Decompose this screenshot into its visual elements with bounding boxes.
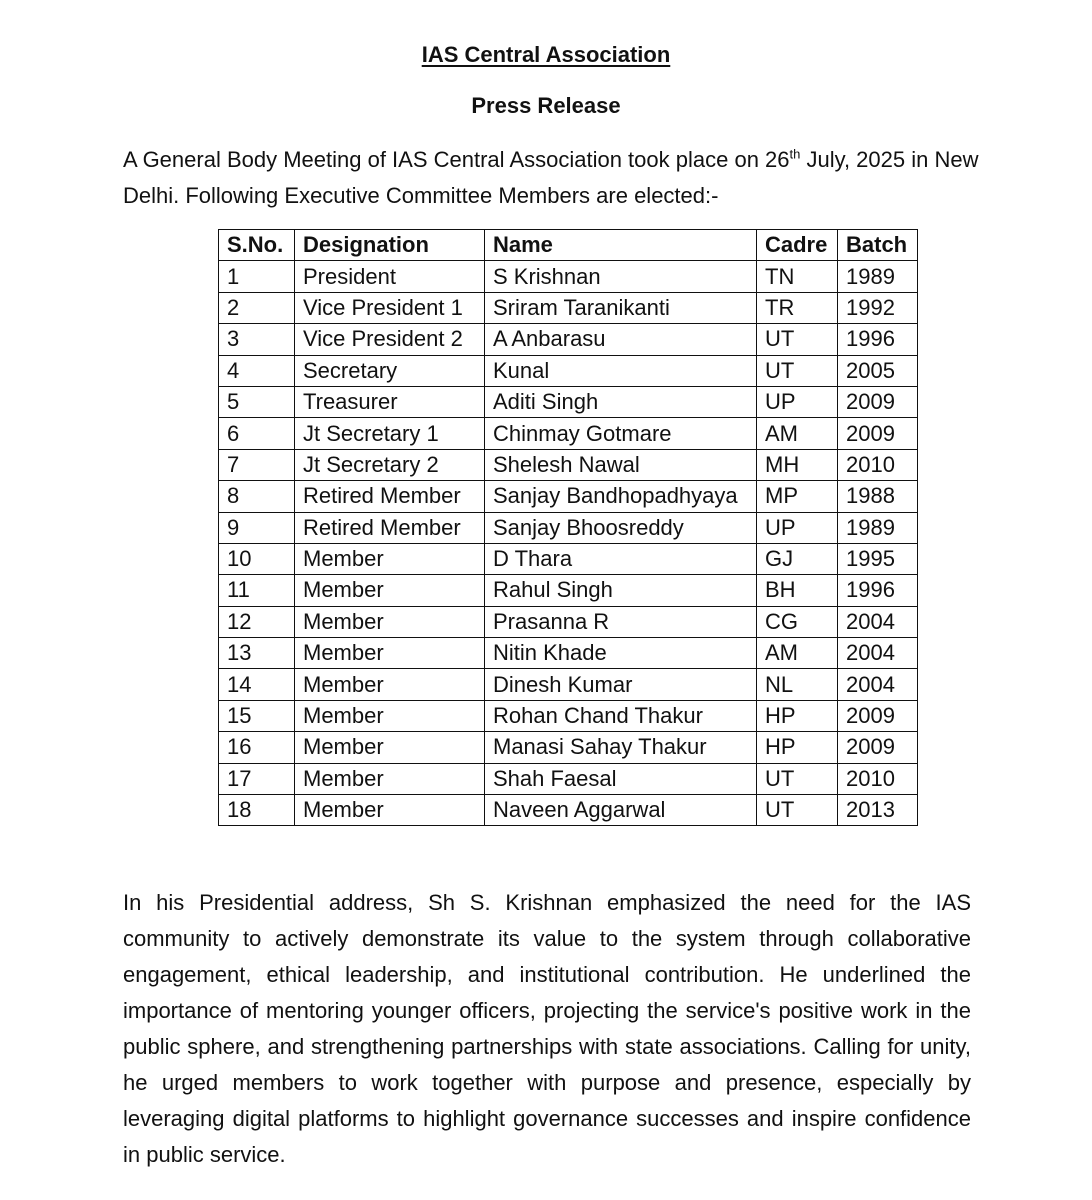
cell-batch: 2009 — [838, 700, 918, 731]
cell-batch: 2010 — [838, 449, 918, 480]
executive-committee-table — [218, 229, 918, 826]
cell-name: D Thara — [485, 543, 757, 574]
cell-cadre: TN — [757, 261, 838, 292]
cell-sno: 11 — [219, 575, 295, 606]
table-row — [219, 292, 918, 323]
cell-designation: Treasurer — [295, 386, 485, 417]
cell-batch: 2009 — [838, 732, 918, 763]
cell-cadre: UT — [757, 795, 838, 826]
intro-text-before-date: A General Body Meeting of IAS Central Association took place on 26 — [123, 147, 790, 172]
cell-designation: Member — [295, 606, 485, 637]
cell-cadre: HP — [757, 732, 838, 763]
table-row — [219, 669, 918, 700]
cell-designation: Vice President 2 — [295, 324, 485, 355]
cell-name: Prasanna R — [485, 606, 757, 637]
cell-designation: Member — [295, 763, 485, 794]
cell-batch: 2013 — [838, 795, 918, 826]
header-designation: Designation — [295, 230, 485, 261]
table-row — [219, 418, 918, 449]
cell-name: Dinesh Kumar — [485, 669, 757, 700]
table-row — [219, 543, 918, 574]
cell-cadre: UT — [757, 763, 838, 794]
cell-sno: 15 — [219, 700, 295, 731]
cell-name: Nitin Khade — [485, 638, 757, 669]
cell-name: Sanjay Bandhopadhyaya — [485, 481, 757, 512]
cell-name: Manasi Sahay Thakur — [485, 732, 757, 763]
cell-batch: 1996 — [838, 575, 918, 606]
cell-designation: Member — [295, 700, 485, 731]
document-title: Press Release — [471, 93, 621, 118]
table-row — [219, 795, 918, 826]
cell-cadre: CG — [757, 606, 838, 637]
cell-designation: Jt Secretary 1 — [295, 418, 485, 449]
cell-designation: Retired Member — [295, 512, 485, 543]
cell-designation: Jt Secretary 2 — [295, 449, 485, 480]
cell-cadre: UP — [757, 386, 838, 417]
cell-cadre: MP — [757, 481, 838, 512]
cell-batch: 1989 — [838, 512, 918, 543]
table-row — [219, 763, 918, 794]
table-header-row — [219, 230, 918, 261]
cell-sno: 1 — [219, 261, 295, 292]
cell-name: Sanjay Bhoosreddy — [485, 512, 757, 543]
table-row — [219, 700, 918, 731]
table-row — [219, 261, 918, 292]
header-cadre: Cadre — [757, 230, 838, 261]
cell-sno: 13 — [219, 638, 295, 669]
cell-cadre: UP — [757, 512, 838, 543]
table-row — [219, 481, 918, 512]
cell-cadre: UT — [757, 355, 838, 386]
cell-batch: 1996 — [838, 324, 918, 355]
cell-designation: Member — [295, 732, 485, 763]
cell-designation: Retired Member — [295, 481, 485, 512]
cell-designation: Member — [295, 638, 485, 669]
cell-designation: Member — [295, 669, 485, 700]
cell-name: Chinmay Gotmare — [485, 418, 757, 449]
cell-cadre: BH — [757, 575, 838, 606]
cell-name: Rahul Singh — [485, 575, 757, 606]
cell-cadre: MH — [757, 449, 838, 480]
header-sno: S.No. — [219, 230, 295, 261]
cell-batch: 1995 — [838, 543, 918, 574]
cell-cadre: GJ — [757, 543, 838, 574]
header-name: Name — [485, 230, 757, 261]
cell-sno: 2 — [219, 292, 295, 323]
cell-sno: 12 — [219, 606, 295, 637]
cell-sno: 3 — [219, 324, 295, 355]
cell-cadre: UT — [757, 324, 838, 355]
cell-name: Aditi Singh — [485, 386, 757, 417]
cell-sno: 10 — [219, 543, 295, 574]
table-row — [219, 606, 918, 637]
cell-cadre: TR — [757, 292, 838, 323]
cell-name: Shah Faesal — [485, 763, 757, 794]
cell-sno: 5 — [219, 386, 295, 417]
cell-designation: Member — [295, 795, 485, 826]
cell-name: Shelesh Nawal — [485, 449, 757, 480]
cell-cadre: NL — [757, 669, 838, 700]
organization-title — [0, 42, 1092, 68]
date-ordinal-suffix: th — [789, 146, 801, 162]
cell-batch: 1988 — [838, 481, 918, 512]
cell-sno: 16 — [219, 732, 295, 763]
cell-designation: Member — [295, 543, 485, 574]
table-row — [219, 638, 918, 669]
cell-batch: 1992 — [838, 292, 918, 323]
cell-batch: 2009 — [838, 418, 918, 449]
cell-batch: 1989 — [838, 261, 918, 292]
cell-sno: 6 — [219, 418, 295, 449]
cell-cadre: AM — [757, 638, 838, 669]
table-row — [219, 449, 918, 480]
cell-batch: 2010 — [838, 763, 918, 794]
cell-batch: 2004 — [838, 606, 918, 637]
table-row — [219, 512, 918, 543]
cell-batch: 2004 — [838, 669, 918, 700]
intro-text-after-date: July, 2025 in New Delhi. Following Executive Committee Members are elected:- — [123, 147, 979, 208]
cell-sno: 17 — [219, 763, 295, 794]
cell-batch: 2004 — [838, 638, 918, 669]
table-row — [219, 732, 918, 763]
cell-sno: 18 — [219, 795, 295, 826]
header-batch: Batch — [838, 230, 918, 261]
table-row — [219, 324, 918, 355]
cell-batch: 2009 — [838, 386, 918, 417]
cell-designation: Vice President 1 — [295, 292, 485, 323]
organization-title-text: IAS Central Association — [421, 42, 671, 67]
cell-name: A Anbarasu — [485, 324, 757, 355]
cell-sno: 4 — [219, 355, 295, 386]
cell-cadre: AM — [757, 418, 838, 449]
cell-cadre: HP — [757, 700, 838, 731]
presidential-address-paragraph: In his Presidential address, Sh S. Krishnan emphasized the need for the IAS community to actively demonstrate its value to the system through collaborative engagement, ethical leadership, and institutional contribution. He underlined the importance of mentoring younger officers, projecting the service's positive work in the public sphere, and strengthening partnerships with state associations. Calling for unity, he urged members to work together with purpose and presence, especially by leveraging digital platforms to highlight governance successes and inspire confidence in public service. — [123, 890, 971, 1167]
cell-name: Sriram Taranikanti — [485, 292, 757, 323]
cell-name: Kunal — [485, 355, 757, 386]
cell-designation: Secretary — [295, 355, 485, 386]
table-row — [219, 386, 918, 417]
cell-sno: 14 — [219, 669, 295, 700]
cell-name: Naveen Aggarwal — [485, 795, 757, 826]
cell-sno: 7 — [219, 449, 295, 480]
cell-name: Rohan Chand Thakur — [485, 700, 757, 731]
table-row — [219, 355, 918, 386]
intro-paragraph — [123, 142, 983, 214]
cell-sno: 8 — [219, 481, 295, 512]
table-row — [219, 575, 918, 606]
cell-sno: 9 — [219, 512, 295, 543]
cell-name: S Krishnan — [485, 261, 757, 292]
cell-designation: Member — [295, 575, 485, 606]
cell-batch: 2005 — [838, 355, 918, 386]
table-body — [219, 261, 918, 826]
cell-designation: President — [295, 261, 485, 292]
